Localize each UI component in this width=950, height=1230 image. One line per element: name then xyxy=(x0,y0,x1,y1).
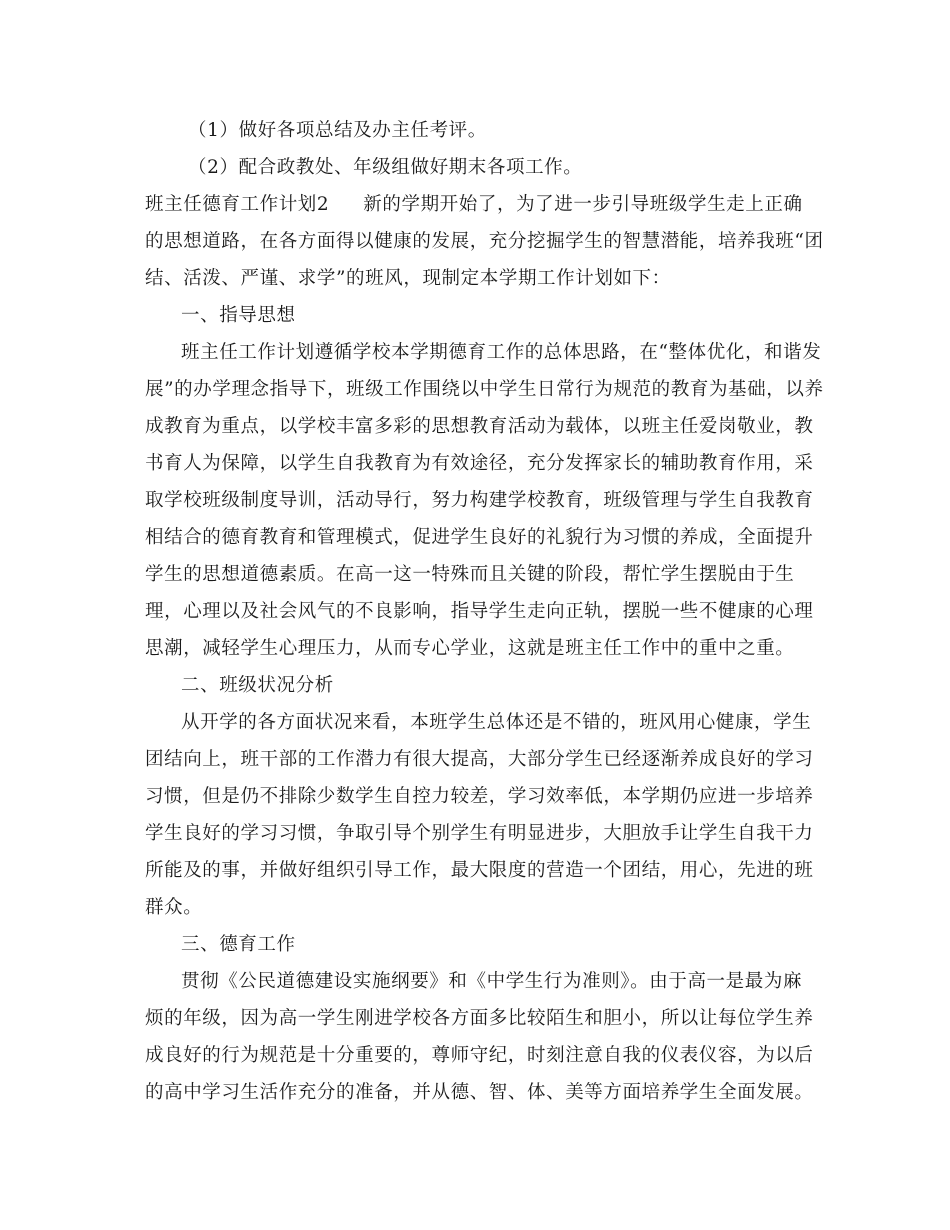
section-heading-class-analysis: 二、班级状况分析 xyxy=(181,675,334,696)
paragraph-line: 成良好的行为规范是十分重要的，尊师守纪，时刻注意自我的仪表仪容，为以后 xyxy=(145,1045,814,1066)
intro-line: 新的学期开始了，为了进一步引导班级学生走上正确 xyxy=(363,194,803,215)
paragraph-line: 思潮，减轻学生心理压力，从而专心学业，这就是班主任工作中的重中之重。 xyxy=(145,638,795,659)
paragraph-line: 取学校班级制度导训，活动导行，努力构建学校教育，班级管理与学生自我教育 xyxy=(145,490,814,511)
list-item-1: （1）做好各项总结及办主任考评。 xyxy=(188,120,487,141)
section-heading-moral-education: 三、德育工作 xyxy=(181,934,296,955)
paragraph-line: 烦的年级，因为高一学生刚进学校各方面多比较陌生和胆小，所以让每位学生养 xyxy=(145,1008,814,1029)
paragraph-line: 群众。 xyxy=(145,897,203,918)
paragraph-line: 团结向上，班干部的工作潜力有很大提高，大部分学生已经逐渐养成良好的学习 xyxy=(145,749,814,770)
paragraph-line: 班主任工作计划遵循学校本学期德育工作的总体思路，在“整体优化，和谐发 xyxy=(181,342,822,363)
paragraph-line: 从开学的各方面状况来看，本班学生总体还是不错的，班风用心健康，学生 xyxy=(181,712,812,733)
plan-heading-line xyxy=(145,194,803,216)
intro-line: 的思想道路，在各方面得以健康的发展，充分挖掘学生的智慧潜能，培养我班“团 xyxy=(145,231,824,252)
paragraph-line: 学生的思想道德素质。在高一这一特殊而且关键的阶段，帮忙学生摆脱由于生 xyxy=(145,564,795,585)
paragraph-line: 理，心理以及社会风气的不良影响，指导学生走向正轨，摆脱一些不健康的心理 xyxy=(145,601,814,622)
paragraph-line: 习惯，但是仍不排除少数学生自控力较差，学习效率低，本学期仍应进一步培养 xyxy=(145,786,814,807)
paragraph-line: 成教育为重点，以学校丰富多彩的思想教育活动为载体，以班主任爱岗敬业，教 xyxy=(145,416,814,437)
paragraph-line: 的高中学习生活作充分的准备，并从德、智、体、美等方面培养学生全面发展。 xyxy=(145,1082,814,1103)
paragraph-line: 贯彻《公民道德建设实施纲要》和《中学生行为准则》。由于高一是最为麻 xyxy=(181,971,803,992)
intro-line: 结、活泼、严谨、求学”的班风，现制定本学期工作计划如下： xyxy=(145,268,671,289)
paragraph-line: 展”的办学理念指导下，班级工作围绕以中学生日常行为规范的教育为基础，以养 xyxy=(145,379,824,400)
paragraph-line: 学生良好的学习习惯，争取引导个别学生有明显进步，大胆放手让学生自我干力 xyxy=(145,823,814,844)
paragraph-line: 所能及的事，并做好组织引导工作，最大限度的营造一个团结，用心，先进的班 xyxy=(145,860,814,881)
paragraph-line: 相结合的德育教育和管理模式，促进学生良好的礼貌行为习惯的养成，全面提升 xyxy=(145,527,814,548)
paragraph-line: 书育人为保障，以学生自我教育为有效途径，充分发挥家长的辅助教育作用，采 xyxy=(145,453,814,474)
section-heading-guiding-ideology: 一、指导思想 xyxy=(181,305,296,326)
list-item-2: （2）配合政教处、年级组做好期末各项工作。 xyxy=(188,157,583,178)
plan-heading: 班主任德育工作计划2 xyxy=(145,194,330,215)
